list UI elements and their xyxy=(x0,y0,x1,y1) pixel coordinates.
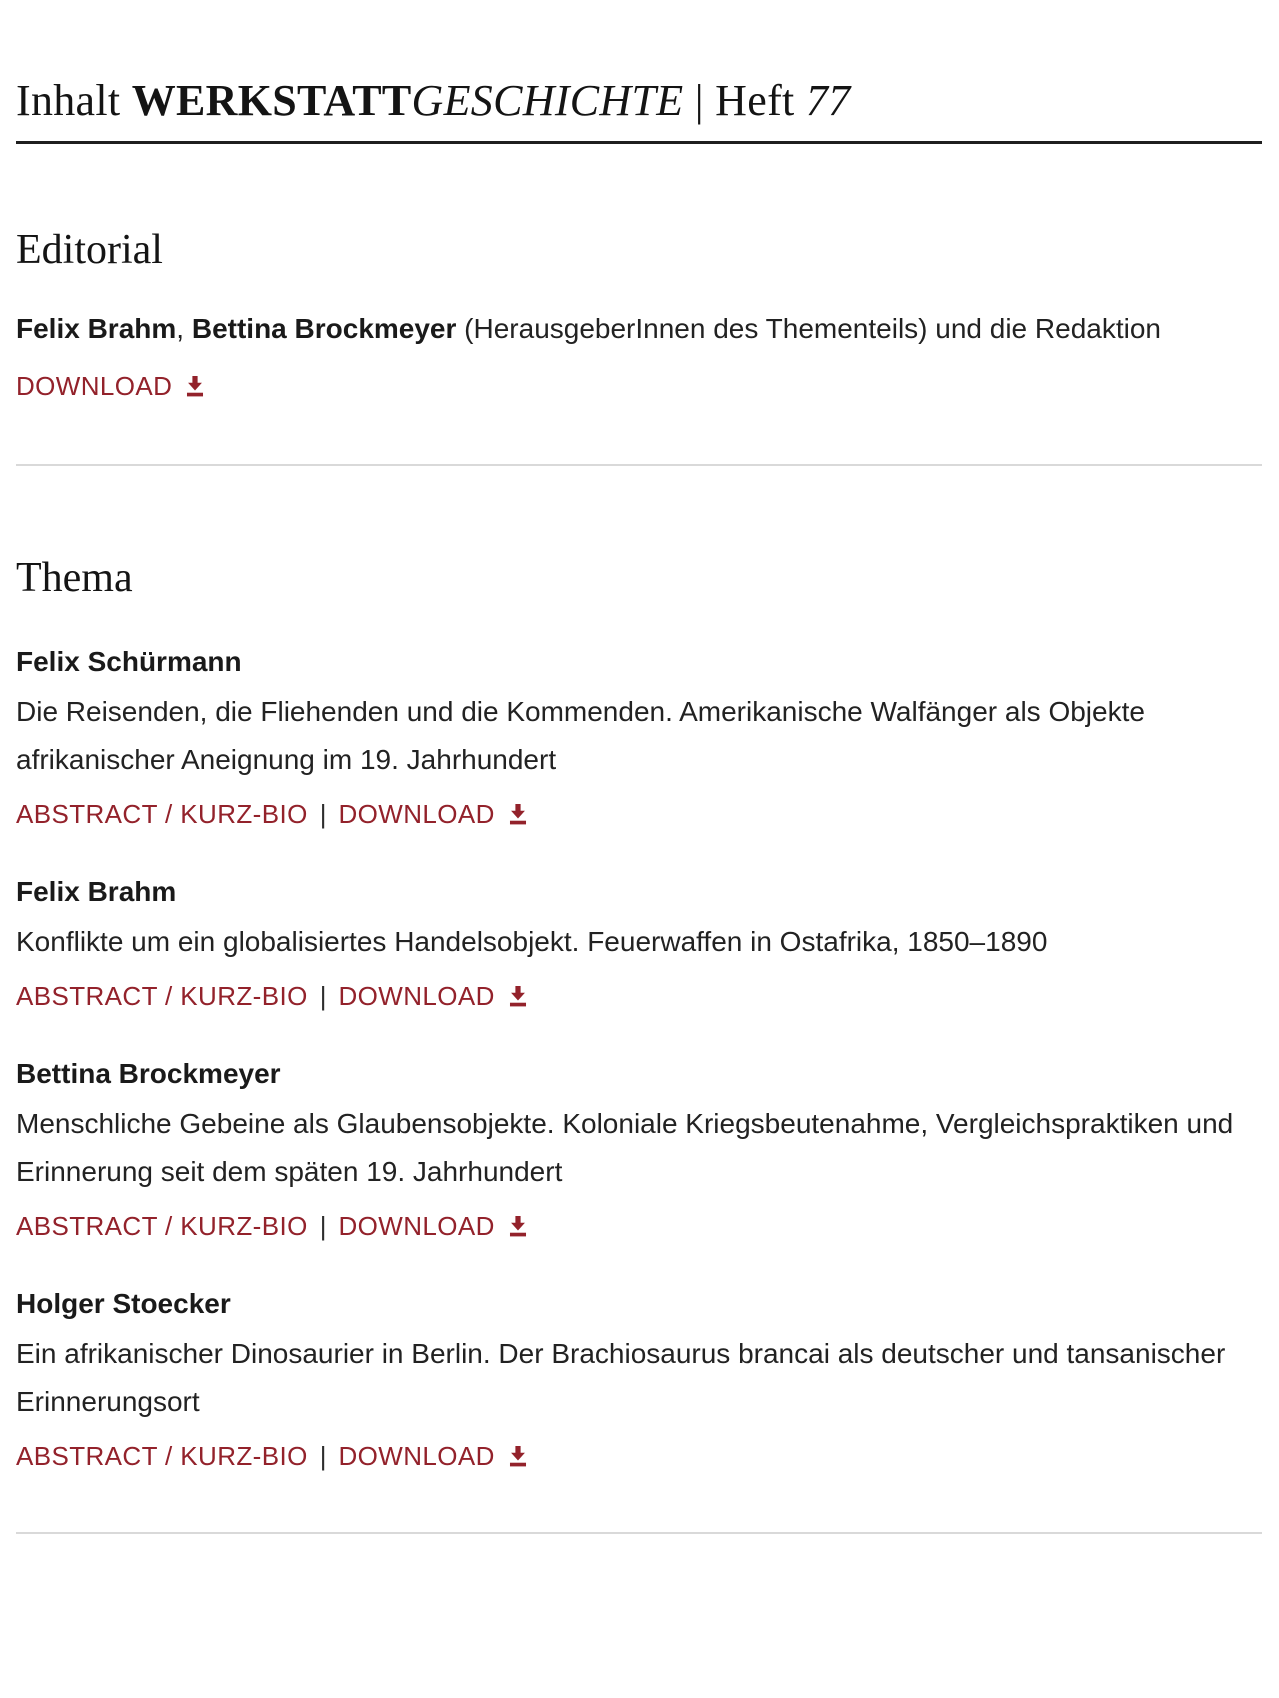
download-icon xyxy=(505,1213,531,1239)
download-icon xyxy=(505,801,531,827)
article-title: Menschliche Gebeine als Glaubensobjekte. Koloniale Kriegsbeutenahme, Vergleichspraktiken und Erinnerung seit dem späten 19. Jahrhundert xyxy=(16,1108,1234,1188)
link-separator: | xyxy=(319,799,327,830)
download-label: DOWNLOAD xyxy=(338,1441,495,1472)
editorial-author-2: Bettina Brockmeyer xyxy=(191,312,457,344)
download-label: DOWNLOAD xyxy=(338,799,495,830)
thema-section xyxy=(16,554,1262,1474)
download-link[interactable] xyxy=(338,981,530,1011)
article-item xyxy=(16,874,1262,1014)
article-title: Ein afrikanischer Dinosaurier in Berlin. Der Brachiosaurus brancai als deutscher und tansanischer Erinnerungsort xyxy=(16,1338,1226,1418)
editorial-heading: Editorial xyxy=(16,226,163,273)
download-label: DOWNLOAD xyxy=(16,370,173,401)
abstract-kurzbio-link[interactable]: ABSTRACT / KURZ-BIO xyxy=(16,981,308,1012)
abstract-kurzbio-link[interactable]: ABSTRACT / KURZ-BIO xyxy=(16,1441,308,1472)
link-separator: | xyxy=(319,981,327,1012)
link-separator: | xyxy=(319,1211,327,1242)
download-label: DOWNLOAD xyxy=(338,1211,495,1242)
article-links-row xyxy=(16,1208,1262,1244)
download-link[interactable] xyxy=(338,1441,530,1471)
download-link[interactable] xyxy=(338,799,530,829)
article-author: Felix Schürmann xyxy=(16,646,242,678)
abstract-kurzbio-link[interactable]: ABSTRACT / KURZ-BIO xyxy=(16,799,308,830)
page xyxy=(0,76,1279,1698)
article-links-row xyxy=(16,1438,1262,1474)
abstract-kurzbio-link[interactable]: ABSTRACT / KURZ-BIO xyxy=(16,1211,308,1242)
article-author: Holger Stoecker xyxy=(16,1288,231,1320)
download-label: DOWNLOAD xyxy=(338,981,495,1012)
article-item xyxy=(16,1056,1262,1244)
editorial-section xyxy=(16,226,1262,404)
article-author: Felix Brahm xyxy=(16,876,177,908)
download-icon xyxy=(182,373,208,399)
download-icon xyxy=(505,983,531,1009)
article-title: Konflikte um ein globalisiertes Handelsobjekt. Feuerwaffen in Ostafrika, 1850–1890 xyxy=(16,926,1048,958)
page-header xyxy=(16,76,1262,144)
byline-rest: (HerausgeberInnen des Thementeils) und die Redaktion xyxy=(456,312,1161,344)
byline-comma: , xyxy=(176,312,192,344)
title-separator: | xyxy=(683,76,716,125)
title-prefix: Inhalt xyxy=(16,76,132,125)
article-links-row xyxy=(16,978,1262,1014)
editorial-author-1: Felix Brahm xyxy=(16,312,177,344)
article-item xyxy=(16,644,1262,832)
header-rule xyxy=(16,141,1262,144)
editorial-byline xyxy=(16,304,1246,354)
brand-werkstatt: WERKSTATT xyxy=(131,76,412,125)
issue-label: Heft xyxy=(715,76,806,125)
download-icon xyxy=(505,1443,531,1469)
bottom-divider xyxy=(16,1532,1262,1534)
section-divider xyxy=(16,464,1262,466)
article-title: Die Reisenden, die Fliehenden und die Kommenden. Amerikanische Walfänger als Objekte afrikanischer Aneignung im 19. Jahrhundert xyxy=(16,696,1145,776)
page-title xyxy=(16,76,1262,127)
issue-number: 77 xyxy=(805,76,851,125)
link-separator: | xyxy=(319,1441,327,1472)
article-author: Bettina Brockmeyer xyxy=(16,1058,281,1090)
download-link[interactable] xyxy=(16,371,208,401)
download-link[interactable] xyxy=(338,1211,530,1241)
editorial-links-row xyxy=(16,368,1262,404)
article-item xyxy=(16,1286,1262,1474)
article-links-row xyxy=(16,796,1262,832)
thema-heading: Thema xyxy=(16,554,133,601)
brand-geschichte: GESCHICHTE xyxy=(411,76,684,125)
